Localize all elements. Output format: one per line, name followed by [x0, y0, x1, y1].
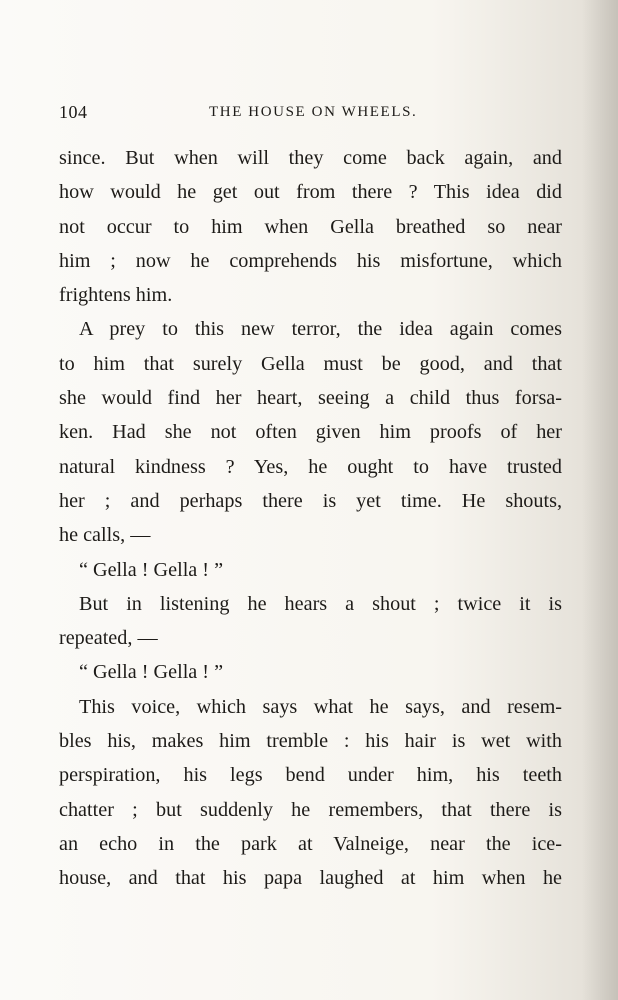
text-line: she would find her heart, seeing a child thus forsa-: [59, 387, 562, 410]
text-line: her ; and perhaps there is yet time. He shouts,: [59, 489, 562, 512]
text-line: repeated, —: [59, 627, 158, 650]
text-line: ken. Had she not often given him proofs of her: [59, 421, 562, 444]
page-header: [59, 102, 559, 126]
text-line: frightens him.: [59, 284, 173, 307]
text-line: not occur to him when Gella breathed so near: [59, 215, 562, 238]
text-line: chatter ; but suddenly he remembers, that there is: [59, 798, 562, 821]
body-text: [59, 141, 562, 896]
text-line: since. But when will they come back again, and: [59, 147, 562, 169]
running-title: THE HOUSE ON WHEELS.: [209, 104, 418, 120]
text-line: natural kindness ? Yes, he ought to have trusted: [59, 455, 562, 478]
text-line: to him that surely Gella must be good, and that: [59, 352, 562, 375]
quoted-line: “ Gella ! Gella ! ”: [79, 661, 224, 684]
page-number: 104: [59, 102, 88, 122]
text-line: This voice, which says what he says, and resem-: [79, 695, 562, 718]
page-edge-shadow: [582, 0, 618, 1000]
text-line: perspiration, his legs bend under him, his teeth: [59, 764, 562, 787]
text-line: A prey to this new terror, the idea again comes: [79, 318, 562, 341]
text-line: But in listening he hears a shout ; twice it is: [79, 592, 562, 615]
text-line: bles his, makes him tremble : his hair is wet with: [59, 730, 562, 753]
text-line: an echo in the park at Valneige, near the ice-: [59, 832, 562, 855]
text-line: house, and that his papa laughed at him when he: [59, 867, 562, 890]
text-line: him ; now he comprehends his misfortune, which: [59, 249, 562, 272]
quoted-line: “ Gella ! Gella ! ”: [79, 558, 224, 581]
text-line: he calls, —: [59, 524, 151, 547]
text-line: how would he get out from there ? This idea did: [59, 181, 562, 204]
